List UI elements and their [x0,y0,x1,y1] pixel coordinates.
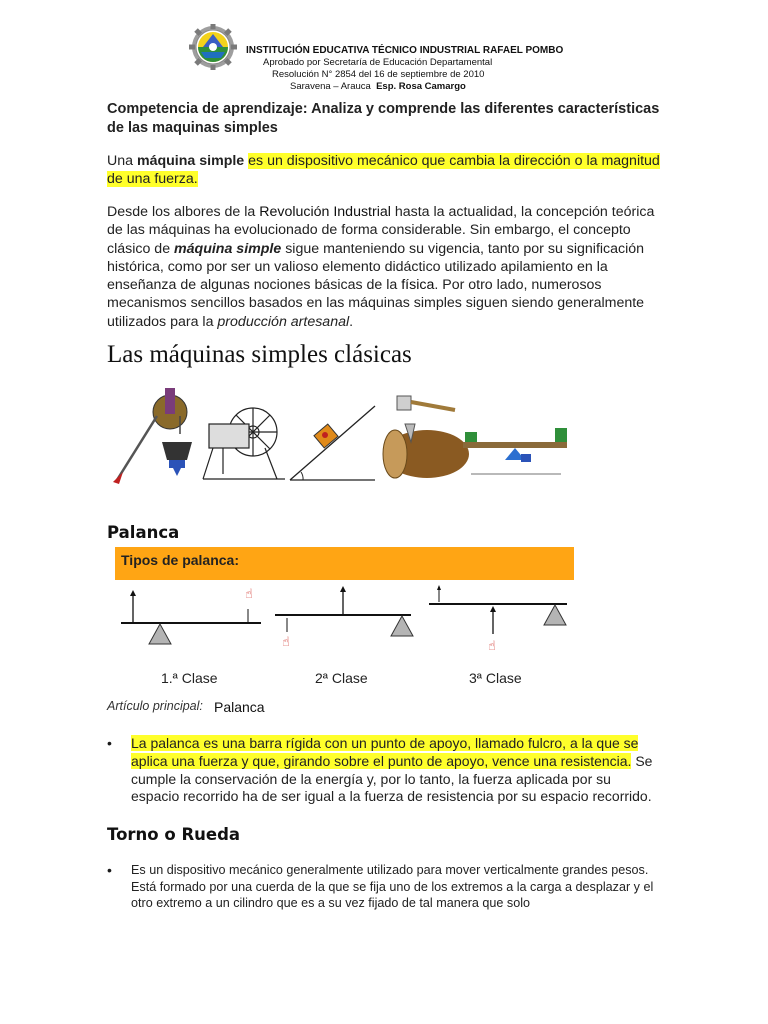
lever-types-box [115,547,574,580]
palanca-definition-rest: Se cumple la conservación de la energía y, por lo tanto, la fuerza aplicada por su espacio recorrido ha de ser igual a la fuerza de resistencia por su espacio recorrido. [131,752,653,805]
intro-term: máquina simple [136,153,245,169]
articulo-label: Artículo principal: [107,699,203,713]
approval-line: Aprobado por Secretaría de Educación Departamental [263,57,493,68]
wedge-image [383,396,469,478]
history-text-1: Desde los albores de la [107,204,260,220]
machines-illustration [105,384,575,489]
bullet-icon: • [107,862,112,878]
palanca-definition-highlight: La palanca es una barra rígida con un punto de apoyo, llamado fulcro, a la que se aplica una fuerza y que, girando sobre el punto de apoyo, vence una resistencia. [131,735,639,769]
articulo-link[interactable]: Palanca [214,699,265,715]
class-3-label: 3ª Clase [469,670,522,686]
torno-heading: Torno o Rueda [107,825,241,844]
svg-text:☝: ☝ [488,639,496,654]
lever-types-title: Tipos de palanca: [121,552,239,568]
intro-definition: es un dispositivo mecánico que cambia la dirección o la magnitud de una fuerza. [107,153,660,188]
classic-machines-heading: Las máquinas simples clásicas [107,341,412,368]
competencia-title: Competencia de aprendizaje: Analiza y comprende las diferentes características de las maquinas simples [107,101,660,136]
bullet-icon: • [107,735,112,751]
school-logo [188,24,238,70]
intro-prefix: Una [107,153,137,169]
class-1-label: 1.ª Clase [161,670,218,686]
history-text-3: sigue manteniendo su vigencia, tanto por su significación histórica, como por ser un valioso elemento didáctico utilizado apilamiento en la enseñanza de algunas nociones básicas de la [107,240,645,294]
history-text-4: . Por otro lado, numerosos mecanismos sencillos basados en las máquinas simples siguen siendo generalmente utilizados para la [107,277,645,330]
institution-name: INSTITUCIÓN EDUCATIVA TÉCNICO INDUSTRIAL RAFAEL POMBO [246,45,564,56]
history-paragraph [107,203,667,331]
lever-image [463,428,567,474]
history-italic: producción artesanal [217,313,350,330]
intro-paragraph [107,152,667,189]
palanca-heading: Palanca [107,523,180,542]
lever-types-diagram [115,584,575,654]
winch-image [203,408,285,479]
pulley-image [113,388,192,484]
location-text: Saravena – Arauca [290,81,371,92]
teacher-name: Esp. Rosa Camargo [376,81,466,92]
svg-text:☝: ☝ [282,635,290,650]
resolution-line: Resolución N° 2854 del 16 de septiembre de 2010 [272,69,485,80]
hand-pointer-icon: ☝ [245,587,253,602]
fisica-link[interactable]: física [401,277,435,294]
gear-logo-icon [188,24,238,70]
palanca-definition [131,735,661,806]
history-text-5: . [349,313,354,330]
torno-definition: Es un dispositivo mecánico generalmente utilizado para mover verticalmente grandes pesos. Está formado por una cuerda de la que se fija uno de los extremos a la carga a desplazar y el otro extremo a un cilindro que es a su vez fijado de tal manera que solo [131,863,654,910]
revolucion-industrial-link[interactable]: Revolución Industrial [259,204,391,220]
history-text-2: hasta la actualidad, la concepción teórica de las máquinas ha evolucionado de forma considerable. Sin embargo, el concepto clásico de [107,204,655,257]
location-line [290,81,466,92]
class-2-label: 2ª Clase [315,670,368,686]
inclined-plane-image [290,406,375,480]
history-term: máquina simple [174,240,282,257]
